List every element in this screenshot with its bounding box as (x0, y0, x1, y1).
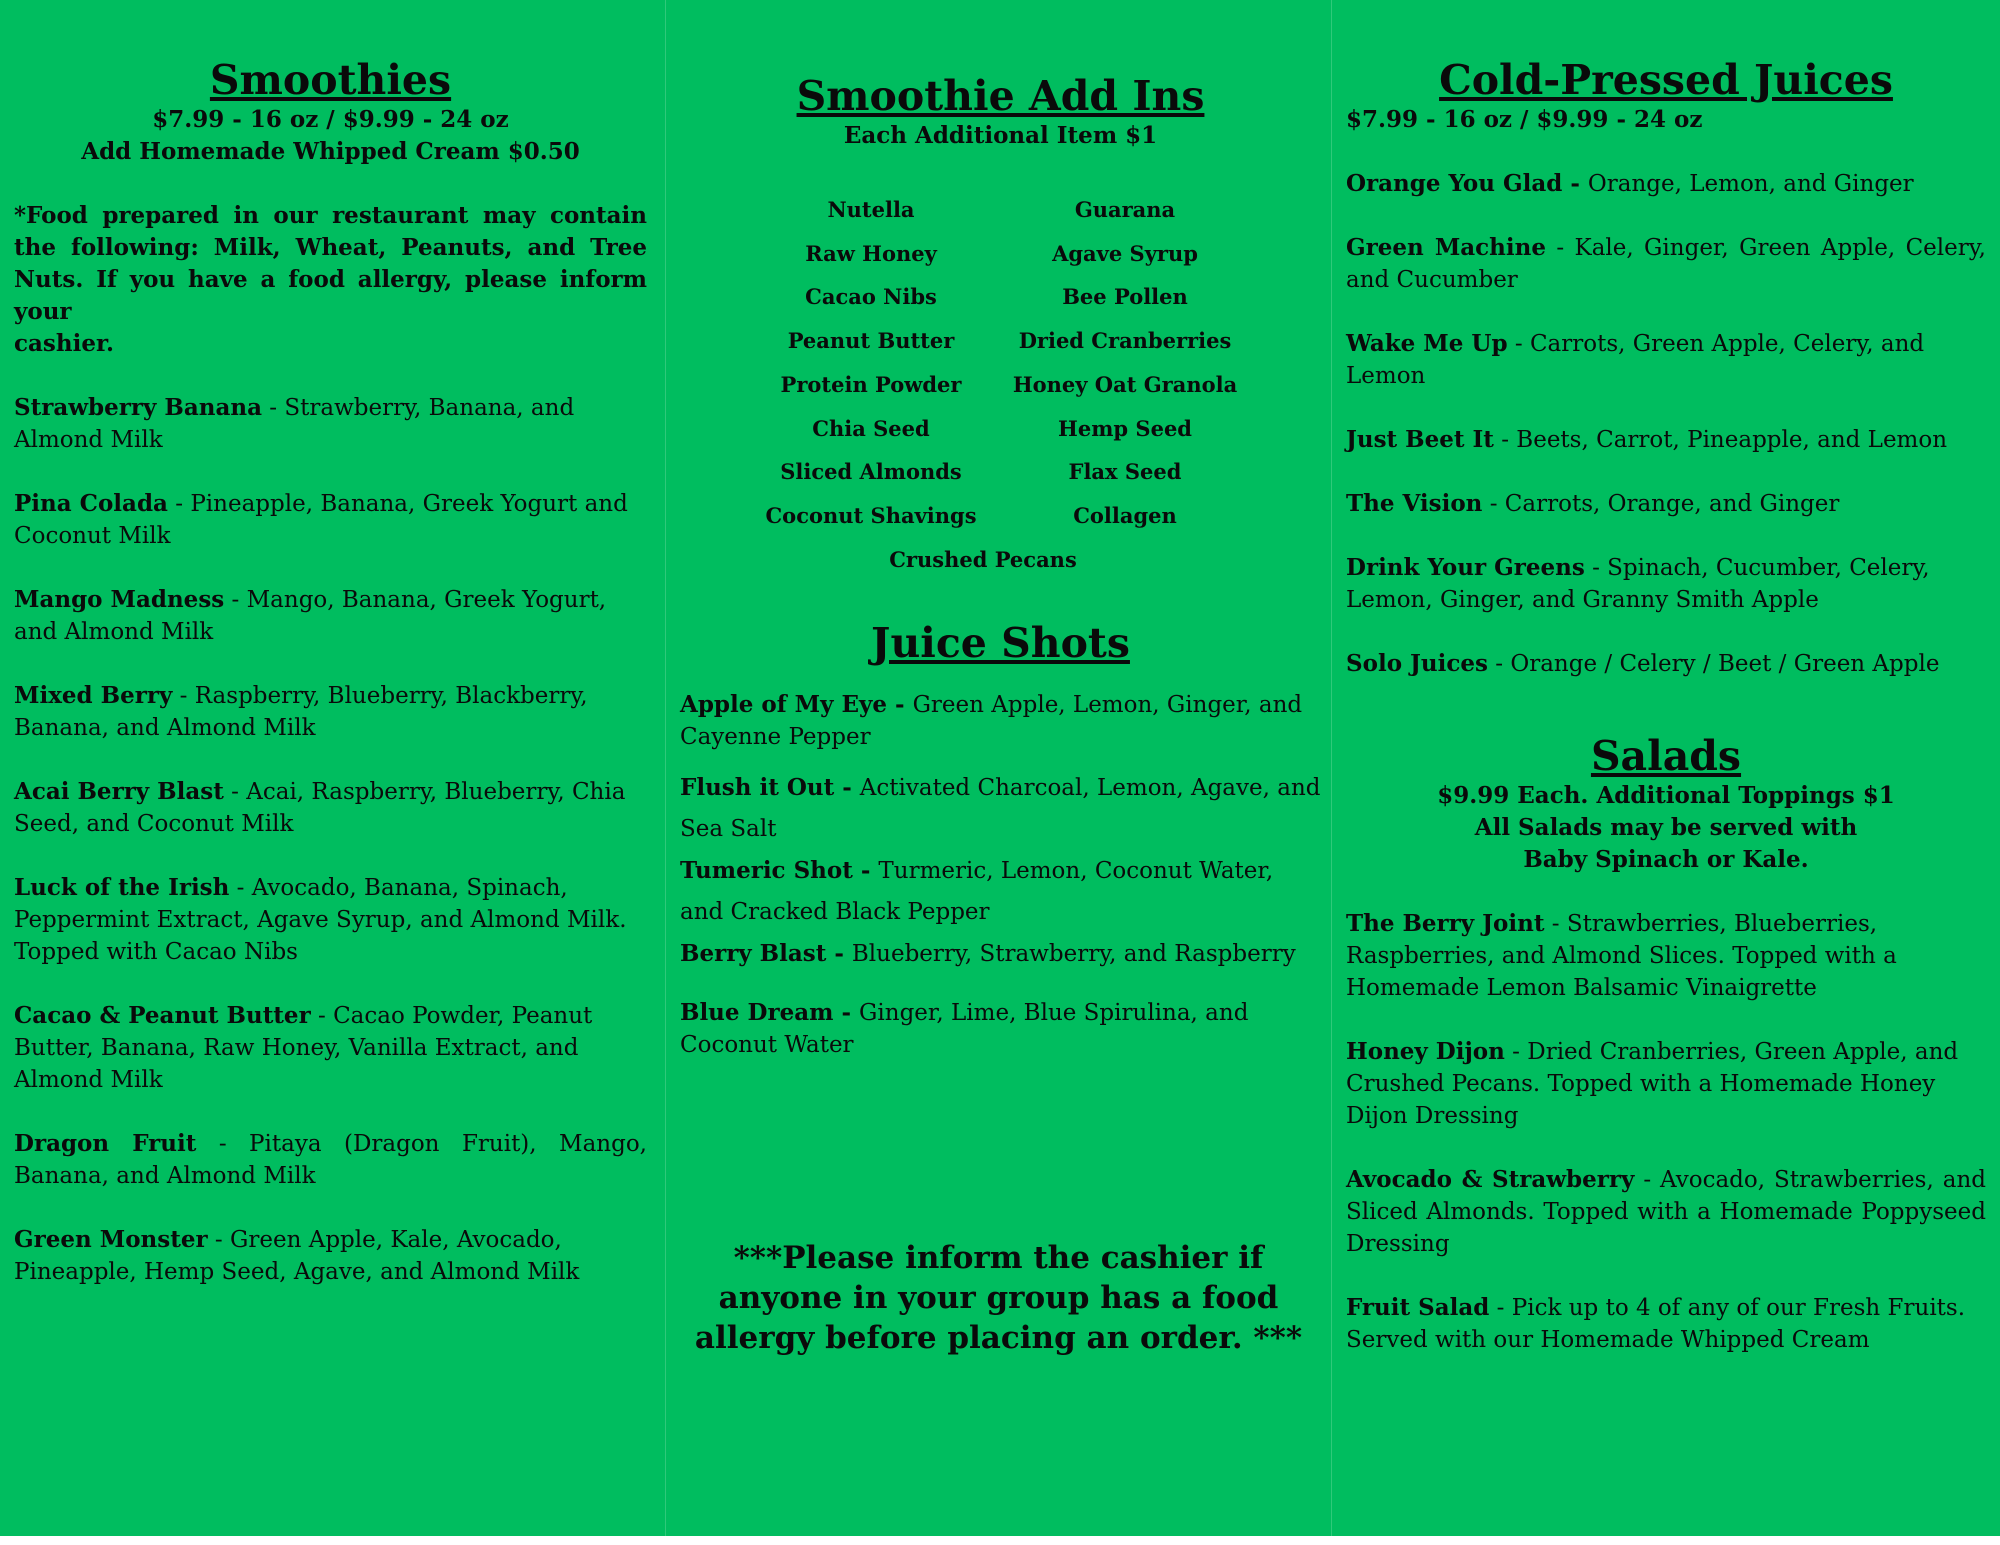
addin-item: Bee Pollen (1062, 284, 1188, 310)
addin-item: Collagen (1073, 502, 1177, 528)
item-name: Mango Madness (14, 586, 225, 613)
smoothies-title: Smoothies (209, 56, 452, 104)
addin-item: Coconut Shavings (765, 502, 977, 528)
addin-item: Nutella (827, 197, 915, 222)
item-name: Cacao & Peanut Butter (14, 1002, 311, 1029)
item-name: Green Monster (14, 1226, 208, 1253)
item-name: Acai Berry Blast (14, 778, 224, 805)
item-name: Honey Dijon (1346, 1038, 1505, 1065)
shot-item (680, 933, 1321, 975)
item-desc: - Beets, Carrot, Pineapple, and Lemon (1493, 427, 1948, 453)
addin-item: Flax Seed (1068, 459, 1182, 485)
item-desc: - Carrots, Orange, and Ginger (1482, 491, 1840, 517)
menu-item (14, 584, 647, 648)
item-desc: - Orange / Celery / Beet / Green Apple (1487, 651, 1940, 677)
addins-title: Smoothie Add Ins (796, 72, 1205, 120)
item-desc: - Kale, Ginger, Green Apple, Celery, and Cucumber (1346, 235, 1986, 293)
item-desc: - Strawberry, Banana, and Almond Milk (14, 395, 575, 453)
menu-item (1346, 232, 1986, 296)
whipped-cream-note: Add Homemade Whipped Cream $0.50 (81, 138, 580, 165)
item-name: Orange You Glad - (1346, 170, 1588, 197)
smoothies-prices: $7.99 - 16 oz / $9.99 - 24 oz (152, 106, 509, 133)
juices-prices: $7.99 - 16 oz / $9.99 - 24 oz (1346, 106, 1703, 133)
addin-item: Raw Honey (805, 240, 937, 266)
addins-list (746, 188, 1321, 581)
item-desc: - Pick up to 4 of any of our Fresh Fruits. Served with our Homemade Whipped Cream (1346, 1295, 1966, 1353)
menu-item (1346, 552, 1986, 616)
item-name: The Vision (1346, 490, 1483, 517)
item-name: Solo Juices (1346, 650, 1488, 677)
item-desc: - Green Apple, Kale, Avocado, Pineapple, Hemp Seed, Agave, and Almond Milk (14, 1227, 580, 1285)
menu-item (14, 488, 647, 552)
menu-item (1346, 424, 1986, 456)
addins-shots-panel (666, 0, 1332, 1536)
menu-item (14, 1224, 647, 1288)
allergy-notice (14, 200, 647, 360)
item-desc: - Cacao Powder, Peanut Butter, Banana, Raw Honey, Vanilla Extract, and Almond Milk (14, 1003, 593, 1093)
item-desc: - Mango, Banana, Greek Yogurt, and Almond Milk (14, 587, 607, 645)
item-name: Berry Blast - (680, 940, 852, 968)
smoothies-panel (0, 0, 666, 1536)
menu-item (1346, 1164, 1986, 1260)
shot-item (680, 997, 1321, 1061)
menu-item (14, 680, 647, 744)
item-name: The Berry Joint (1346, 910, 1545, 937)
addin-item: Protein Powder (780, 371, 962, 397)
item-desc: Green Apple, Lemon, Ginger, and Cayenne Pepper (680, 692, 1303, 751)
item-desc: Turmeric, Lemon, Coconut Water, and Cracked Black Pepper (680, 858, 1274, 926)
item-name: Fruit Salad (1346, 1294, 1490, 1321)
item-name: Tumeric Shot - (680, 857, 879, 885)
item-name: Drink Your Greens (1346, 554, 1585, 581)
shot-item (680, 850, 1321, 933)
item-desc: Blueberry, Strawberry, and Raspberry (851, 941, 1296, 968)
shot-item (680, 689, 1321, 753)
addin-item: Agave Syrup (1052, 240, 1198, 266)
allergy-warning: ***Please inform the cashier if anyone in your group has a food allergy before placing an order. *** (694, 1240, 1303, 1356)
item-desc: Ginger, Lime, Blue Spirulina, and Coconut Water (680, 1000, 1249, 1059)
item-desc: - Carrots, Green Apple, Celery, and Lemon (1346, 331, 1925, 389)
item-name: Wake Me Up (1346, 330, 1508, 357)
addin-item: Hemp Seed (1058, 415, 1192, 441)
menu-item (14, 392, 647, 456)
item-desc: - Avocado, Banana, Spinach, Peppermint Extract, Agave Syrup, and Almond Milk. Topped with Cacao Nibs (14, 875, 627, 965)
menu-item (1346, 648, 1986, 680)
addin-item: Dried Cranberries (1018, 328, 1232, 354)
addin-item: Cacao Nibs (805, 284, 937, 310)
item-name: Dragon Fruit (14, 1130, 197, 1157)
item-desc: - Spinach, Cucumber, Celery, Lemon, Ginger, and Granny Smith Apple (1346, 555, 1930, 613)
item-name: Blue Dream - (680, 999, 860, 1027)
menu-item (14, 1128, 647, 1192)
item-name: Pina Colada (14, 490, 168, 517)
addin-item: Peanut Butter (787, 328, 955, 354)
addins-subtitle: Each Additional Item $1 (843, 122, 1158, 149)
addin-item: Honey Oat Granola (1012, 371, 1238, 397)
menu-item (1346, 1036, 1986, 1132)
item-name: Strawberry Banana (14, 394, 262, 421)
item-name: Green Machine (1346, 234, 1546, 261)
menu-item (1346, 1292, 1986, 1356)
item-name: Luck of the Irish (14, 874, 230, 901)
item-desc: - Dried Cranberries, Green Apple, and Crushed Pecans. Topped with a Homemade Honey Dijon Dressing (1346, 1039, 1959, 1129)
salads-greens: Baby Spinach or Kale. (1523, 846, 1809, 873)
juices-salads-panel (1332, 0, 2000, 1536)
addin-item: Crushed Pecans (889, 546, 1077, 572)
salads-served-with: All Salads may be served with (1474, 814, 1858, 841)
item-desc: Activated Charcoal, Lemon, Agave, and Sea Salt (680, 775, 1321, 843)
item-desc: - Pitaya (Dragon Fruit), Mango, Banana, and Almond Milk (14, 1131, 647, 1189)
shot-item (680, 767, 1321, 850)
salads-price: $9.99 Each. Additional Toppings $1 (1437, 782, 1895, 809)
addin-item: Chia Seed (812, 415, 930, 441)
addin-item: Guarana (1074, 197, 1176, 222)
menu-item (14, 1000, 647, 1096)
shots-title: Juice Shots (871, 619, 1130, 668)
item-desc: - Avocado, Strawberries, and Sliced Almonds. Topped with a Homemade Poppyseed Dressing (1346, 1167, 1986, 1257)
item-name: Apple of My Eye - (680, 691, 913, 719)
menu-item (1346, 168, 1986, 200)
item-desc: - Strawberries, Blueberries, Raspberries, and Almond Slices. Topped with a Homemade Lemon Balsamic Vinaigrette (1346, 911, 1897, 1001)
juices-title: Cold-Pressed Juices (1439, 56, 1893, 104)
item-desc: Orange, Lemon, and Ginger (1587, 171, 1914, 197)
menu-item (1346, 908, 1986, 1004)
item-desc: - Pineapple, Banana, Greek Yogurt and Coconut Milk (14, 491, 628, 549)
menu-item (1346, 328, 1986, 392)
salads-title: Salads (1590, 732, 1742, 780)
menu-item (14, 872, 647, 968)
menu-item (1346, 488, 1986, 520)
item-desc: - Acai, Raspberry, Blueberry, Chia Seed, and Coconut Milk (14, 779, 626, 837)
item-desc: - Raspberry, Blueberry, Blackberry, Banana, and Almond Milk (14, 683, 588, 741)
allergy-notice-text: *Food prepared in our restaurant may contain the following: Milk, Wheat, Peanuts, and Tree Nuts. If you have a food allergy, please inform your (14, 202, 647, 325)
menu-item (14, 776, 647, 840)
item-name: Flush it Out - (680, 774, 860, 802)
item-name: Mixed Berry (14, 682, 173, 709)
item-name: Just Beet It (1346, 426, 1494, 453)
addin-item: Sliced Almonds (780, 459, 962, 485)
item-name: Avocado & Strawberry (1346, 1166, 1635, 1193)
allergy-notice-end: cashier. (14, 330, 114, 357)
